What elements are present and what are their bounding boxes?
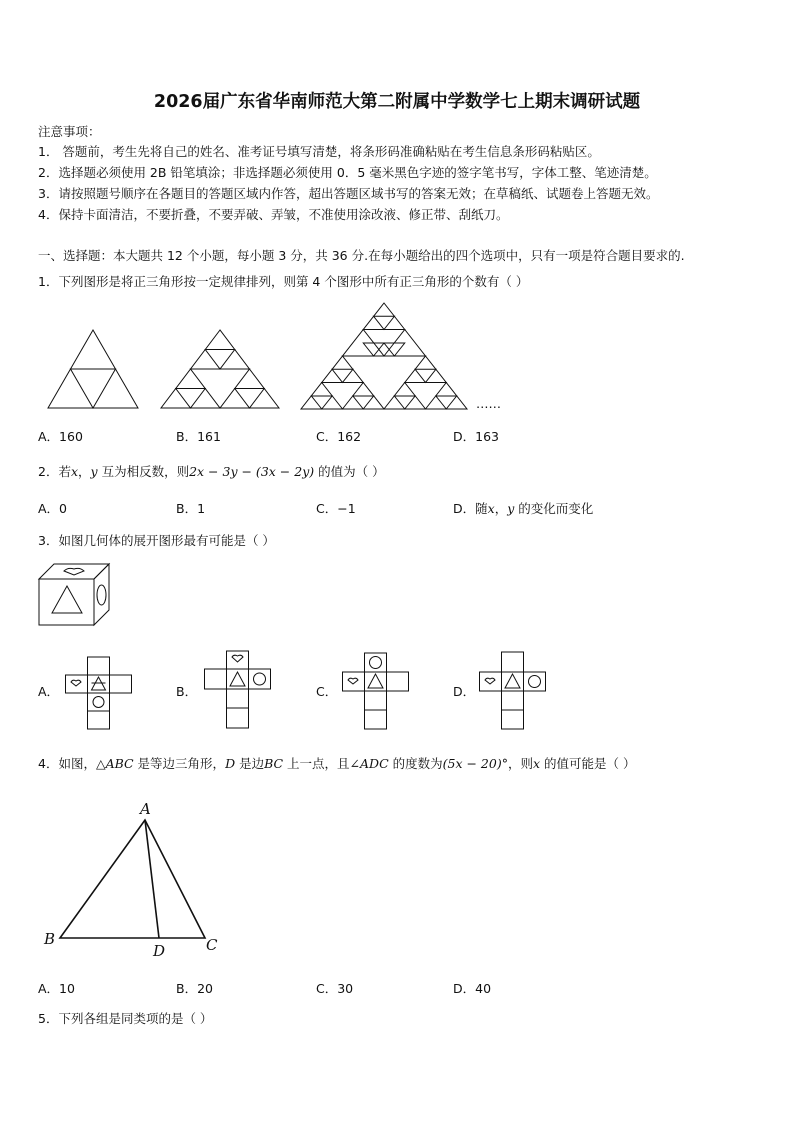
q4-triangle: △ABC (95, 756, 134, 771)
q1-option-d[interactable]: D．163 (453, 429, 499, 444)
q4-mid5: ，则 (507, 756, 533, 771)
q4-post: 的值可能是（ ） (540, 756, 636, 771)
q1-figure-2 (160, 329, 280, 409)
q2-mid: 互为相反数，则 (97, 464, 190, 479)
q4-label-c: C (206, 936, 218, 954)
q1-option-a[interactable]: A．160 (38, 429, 83, 444)
q4-var-x: x (532, 756, 541, 771)
q1-figure-3 (300, 302, 468, 410)
question-5-stem: 5．下列各组是同类项的是（ ） (38, 1011, 213, 1026)
notice-item-1: 1． 答题前，考生先将自己的姓名、准考证号填写清楚，将条形码准确粘贴在考生信息条形码粘贴区。 (38, 144, 600, 159)
q2-var-y: y (90, 464, 98, 479)
q4-option-d[interactable]: D．40 (453, 981, 492, 996)
notice-item-3: 3．请按照题号顺序在各题目的答题区域内作答，超出答题区域书写的答案无效；在草稿纸、试题卷上答题无效。 (38, 186, 659, 201)
q4-mid2: 是边 (235, 756, 265, 771)
q2-option-d[interactable] (453, 499, 593, 517)
q4-label-d: D (153, 942, 166, 960)
notice-item-2: 2．选择题必须使用 2B 铅笔填涂；非选择题必须使用 0．5 毫米黑色字迹的签字笔书写，字体工整、笔迹清楚。 (38, 165, 657, 180)
notice-item-4: 4．保持卡面清洁，不要折叠，不要弄破、弄皱，不准使用涂改液、修正带、刮纸刀。 (38, 207, 509, 222)
q4-mid3: 上一点，且 (283, 756, 350, 771)
q4-option-a[interactable]: A．10 (38, 981, 75, 996)
q1-ellipsis: …… (476, 396, 501, 411)
q3-cube-figure (38, 563, 110, 627)
q4-mid4: 的度数为 (388, 756, 443, 771)
q3-option-a-label[interactable]: A． (38, 684, 60, 699)
q3-option-c-label[interactable]: C． (316, 684, 338, 699)
q4-triangle-figure (40, 795, 230, 960)
q4-expression: (5x − 20)° (442, 756, 508, 771)
q2-sep: ， (78, 464, 91, 479)
q4-mid1: 是等边三角形， (133, 756, 226, 771)
q4-pre: 4．如图， (38, 756, 96, 771)
q2-option-c[interactable]: C．−1 (316, 501, 356, 516)
section-heading: 一、选择题：本大题共 12 个小题，每小题 3 分，共 36 分.在每小题给出的四个选项中，只有一项是符合题目要求的. (38, 248, 685, 263)
q2-option-d-rest: 的变化而变化 (514, 501, 594, 516)
q4-point-d: D (225, 756, 236, 771)
q4-side-bc: BC (264, 756, 284, 771)
q4-angle: ∠ADC (349, 756, 389, 771)
q2-pre: 2．若 (38, 464, 71, 479)
q2-option-d-sep: ， (494, 501, 508, 516)
question-3-stem: 3．如图几何体的展开图形最有可能是（ ） (38, 533, 275, 548)
q2-post: 的值为（ ） (314, 464, 385, 479)
q3-option-b-label[interactable]: B． (176, 684, 198, 699)
q1-option-b[interactable]: B．161 (176, 429, 221, 444)
q4-option-b[interactable]: B．20 (176, 981, 213, 996)
q2-expression: 2x − 3y − (3x − 2y) (189, 464, 315, 479)
q1-figure-1 (47, 329, 139, 409)
page-title: 2026届广东省华南师范大第二附属中学数学七上期末调研试题 (153, 92, 641, 112)
q2-option-d-x: x (487, 501, 495, 516)
notice-heading: 注意事项： (38, 124, 101, 139)
q3-option-a-net[interactable] (65, 656, 133, 732)
q2-option-d-y: y (507, 501, 515, 516)
q2-option-b[interactable]: B．1 (176, 501, 206, 516)
q2-option-a[interactable]: A．0 (38, 501, 68, 516)
question-4-stem (38, 754, 636, 772)
q3-option-b-net[interactable] (204, 650, 272, 730)
q2-var-x: x (70, 464, 79, 479)
q4-label-a: A (140, 800, 151, 818)
q3-option-d-label[interactable]: D． (453, 684, 476, 699)
question-2-stem (38, 462, 385, 480)
q4-option-c[interactable]: C．30 (316, 981, 354, 996)
question-1-stem: 1．下列图形是将正三角形按一定规律排列，则第 4 个图形中所有正三角形的个数有（ ） (38, 274, 529, 289)
q1-option-c[interactable]: C．162 (316, 429, 362, 444)
q3-option-c-net[interactable] (342, 652, 410, 732)
q4-label-b: B (44, 930, 56, 948)
q3-option-d-net[interactable] (479, 651, 547, 731)
q2-option-d-label: D．随 (453, 501, 488, 516)
